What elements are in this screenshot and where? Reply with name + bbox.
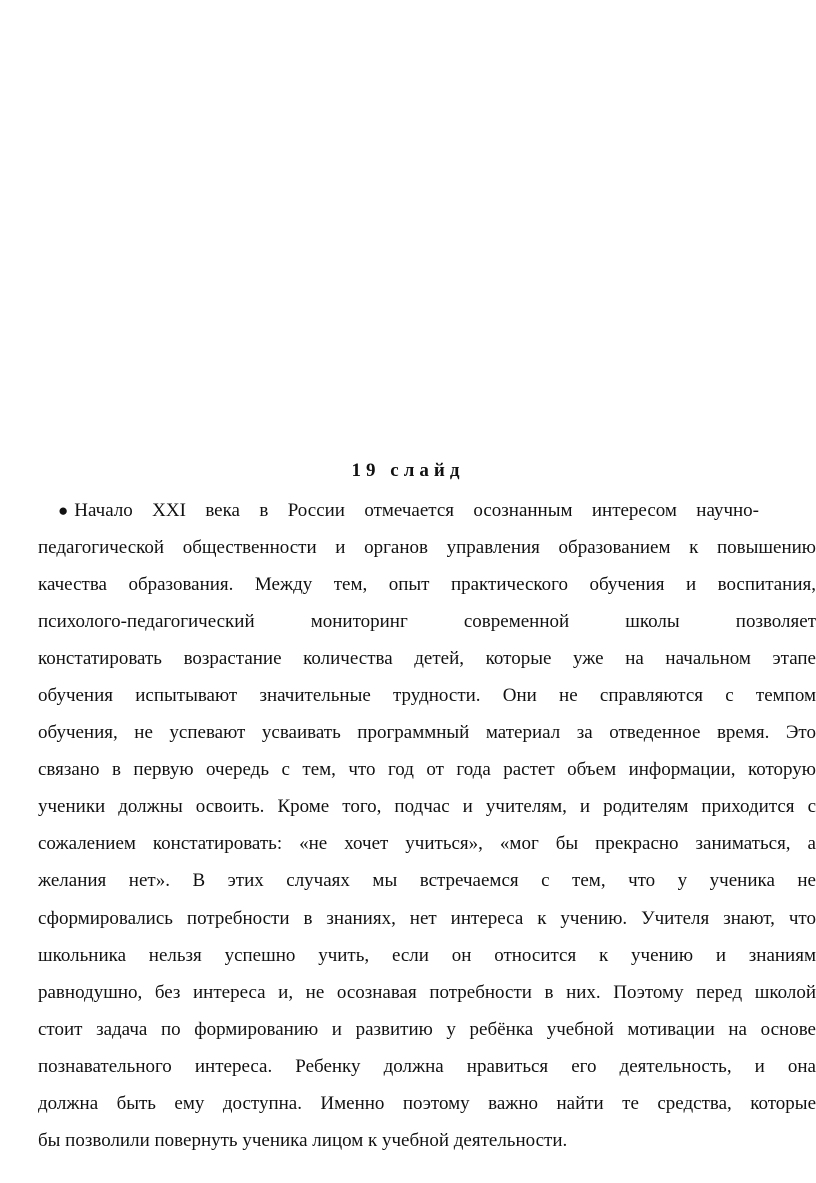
paragraph-line: стоит задача по формированию и развитию у ребёнка учебной мотивации на основе (38, 1018, 816, 1040)
paragraph-line: констатировать возрастание количества детей, которые уже на начальном этапе (38, 648, 816, 670)
paragraph-line: сожалением констатировать: «не хочет учиться», «мог бы прекрасно заниматься, а (38, 833, 816, 855)
paragraph-line: желания нет». В этих случаях мы встречаемся с тем, что у ученика не (38, 870, 816, 892)
paragraph-line: должна быть ему доступна. Именно поэтому важно найти те средства, которые (38, 1092, 816, 1114)
paragraph-line: психолого-педагогический мониторинг современной школы позволяет (38, 611, 816, 633)
paragraph-line: школьника нельзя успешно учить, если он относится к учению и знаниям (38, 944, 816, 966)
paragraph-line (38, 492, 759, 529)
paragraph-line: обучения, не успевают усваивать программный материал за отведенное время. Это (38, 722, 816, 744)
paragraph-line: педагогической общественности и органов управления образованием к повышению (38, 537, 816, 559)
paragraph-line: сформировались потребности в знаниях, нет интереса к учению. Учителя знают, что (38, 907, 816, 929)
paragraph-line: обучения испытывают значительные трудности. Они не справляются с темпом (38, 685, 816, 707)
bullet-paragraph (38, 492, 816, 1159)
paragraph-line-text: Начало XXI века в России отмечается осознанным интересом научно- (74, 500, 759, 521)
slide-title: 19 слайд (351, 460, 465, 481)
paragraph-line: ученики должны освоить. Кроме того, подчас и учителям, и родителям приходится с (38, 796, 816, 818)
paragraph-line: качества образования. Между тем, опыт практического обучения и воспитания, (38, 574, 816, 596)
paragraph-line: равнодушно, без интереса и, не осознавая потребности в них. Поэтому перед школой (38, 981, 816, 1003)
bullet-icon: ● (58, 501, 69, 520)
paragraph-line: связано в первую очередь с тем, что год от года растет объем информации, которую (38, 759, 816, 781)
paragraph-line: познавательного интереса. Ребенку должна нравиться его деятельность, и она (38, 1055, 816, 1077)
paragraph-line: бы позволили повернуть ученика лицом к учебной деятельности. (38, 1129, 568, 1151)
